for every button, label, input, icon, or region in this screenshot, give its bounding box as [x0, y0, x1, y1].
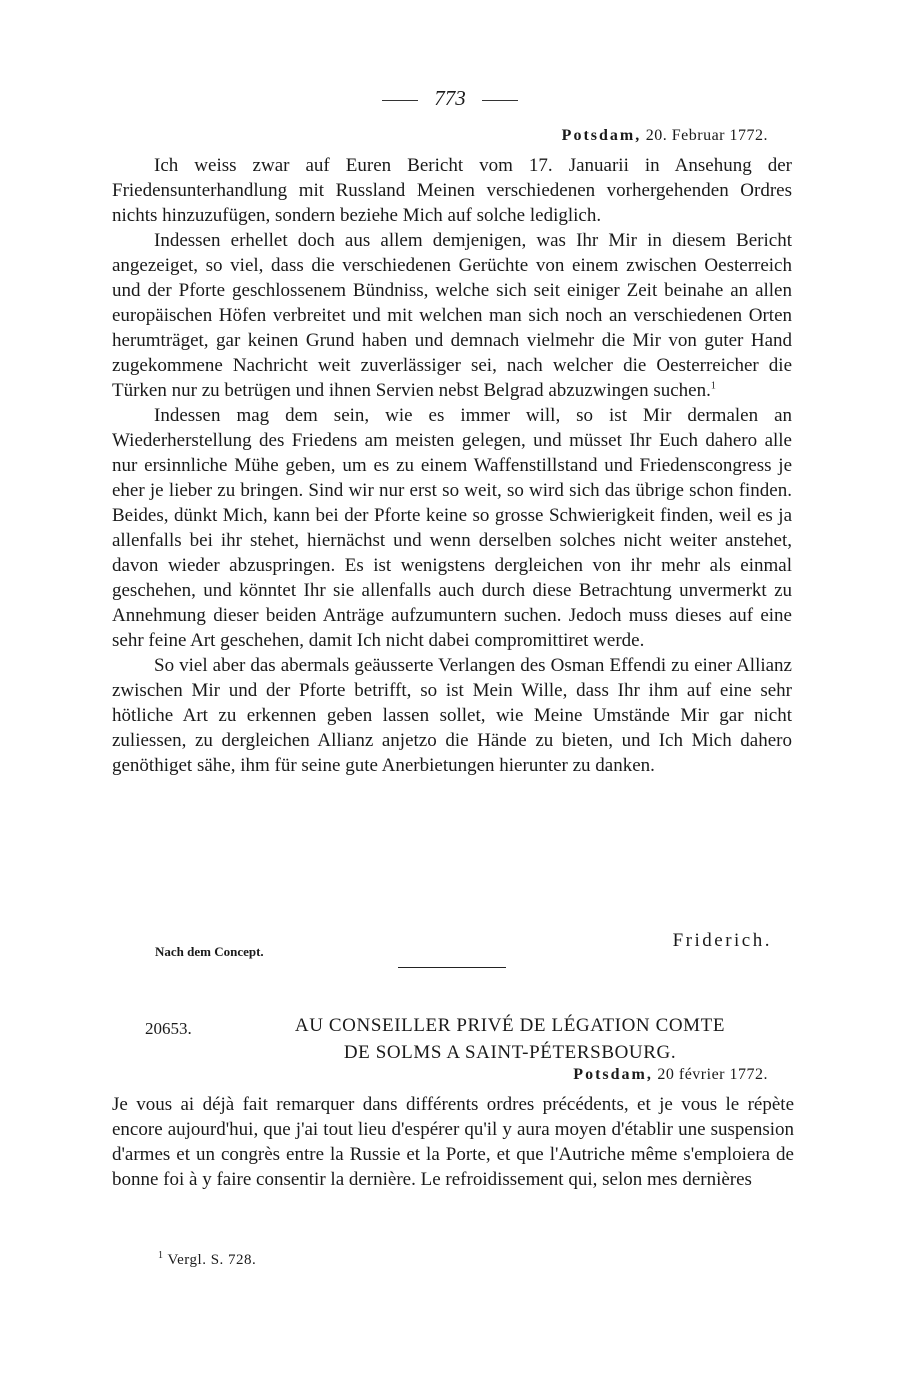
section-divider: [398, 967, 506, 968]
page-number-line: [0, 86, 900, 111]
letter2-dateline: [573, 1066, 768, 1084]
letter2-body: [112, 1092, 794, 1192]
footnote-mark: 1: [158, 1250, 164, 1261]
letter1-paragraph-4: So viel aber das abermals geäusserte Verlangen des Osman Effendi zu einer Allianz zwischen Mir und der Pforte betrifft, so ist Mein Wille, dass Ihr ihm auf eine sehr hötliche Art zu erkennen geben lassen sollet, wie Meine Umstände Mir gar nicht zuliessen, zu dergleichen Allianz anjetzo die Hände zu bieten, und Ich Mich dahero genöthiget sähe, ihm für seine gute Anerbietungen hierunter zu danken.: [112, 655, 792, 776]
page-number: 773: [434, 86, 466, 110]
footnote-reference-mark: 1: [710, 380, 716, 392]
letter1-paragraph-2: [112, 228, 792, 403]
footnote-text: Vergl. S. 728.: [167, 1252, 257, 1268]
letter2-dateline-place: Potsdam,: [573, 1066, 653, 1083]
letter2-dateline-date: 20 février 1772.: [657, 1066, 768, 1083]
signature: Friderich.: [672, 930, 772, 951]
letter2-paragraph-1: Je vous ai déjà fait remarquer dans différents ordres précédents, et je vous le répète encore aujourd'hui, que j'ai tout lieu d'espérer qu'il y aura moyen d'établir une suspension d'armes et un congrès entre la Russie et la Porte, et que l'Autriche même s'emploiera de bonne foi à y faire consentir la dernière. Le refroidissement qui, selon mes dernières: [112, 1094, 794, 1190]
letter2-heading-line-2: DE SOLMS A SAINT-PÉTERSBOURG.: [343, 1042, 677, 1063]
page-number-dash-left: [382, 100, 418, 101]
letter1-paragraph-1: Ich weiss zwar auf Euren Bericht vom 17. Januarii in Ansehung der Friedensunterhandlung mit Russland Meinen verschiedenen vorhergehenden Ordres nichts hinzuzufügen, sondern beziehe Mich auf solche lediglich.: [112, 155, 792, 226]
footnote: [158, 1252, 256, 1269]
letter1-paragraph-2-text: Indessen erhellet doch aus allem demjenigen, was Ihr Mir in diesem Bericht angezeiget, so viel, dass die verschiedenen Gerüchte von einem zwischen Oesterreich und der Pforte geschlossenem Bündniss, welche sich seit einiger Zeit beinahe an allen europäischen Höfen verbreitet und mit welchen man sich noch an verschiedenen Orten herumträget, gar keinen Grund haben und demnach vielmehr die Mir von guter Hand zugekommene Nachricht weit zuverlässiger sei, nach welcher die Oesterreicher die Türken nur zu betrügen und ihnen Servien nebst Belgrad abzuzwingen suchen.: [112, 230, 792, 401]
letter1-body: [112, 153, 792, 778]
letter1-dateline: [562, 127, 768, 145]
letter1-paragraph-3: Indessen mag dem sein, wie es immer will, so ist Mir dermalen an Wiederherstellung des Friedens am meisten gelegen, und müsset Ihr Euch dahero alle nur ersinnliche Mühe geben, um es zu einem Waffenstillstand und Friedenscongress je eher je lieber zu bringen. Sind wir nur erst so weit, so wird sich das übrige schon finden. Beides, dünkt Mich, kann bei der Pforte keine so grosse Schwierigkeit finden, weil es ja allenfalls bei ihr stehet, hiernächst und wenn derselben solches nicht weiter anstehet, davon wieder abzuspringen. Es ist wenigstens dergleichen von ihr mehr als einmal geschehen, und könntet Ihr sie allenfalls auch durch diese Betrachtung unvermerkt zu Annehmung dieser beiden Anträge aufzumuntern suchen. Jedoch muss dieses auf eine sehr feine Art geschehen, damit Ich nicht dabei compromittiret werde.: [112, 405, 792, 651]
letter1-dateline-date: 20. Februar 1772.: [645, 127, 768, 144]
letter2-heading: [230, 1012, 790, 1066]
letter2-heading-line-1: AU CONSEILLER PRIVÉ DE LÉGATION COMTE: [294, 1015, 726, 1036]
letter2-number: 20653.: [145, 1019, 192, 1038]
page-number-dash-right: [482, 100, 518, 101]
letter1-dateline-place: Potsdam,: [561, 127, 642, 144]
source-note: Nach dem Concept.: [155, 944, 264, 959]
